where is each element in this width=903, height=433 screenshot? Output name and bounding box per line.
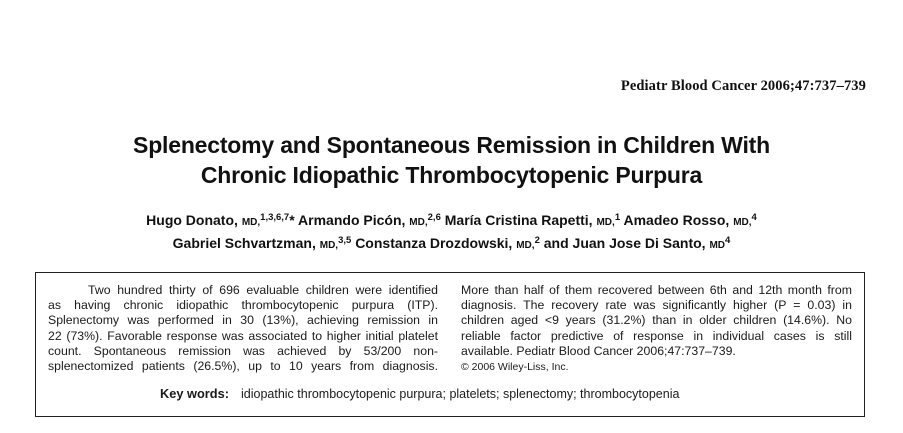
author-degree: MD, — [733, 217, 752, 228]
abstract-line: children aged <9 years (31.2%) than in older children (14.6%). No — [461, 313, 852, 328]
abstract-line: Two hundred thirty of 696 evaluable children were identified — [88, 283, 438, 297]
author-degree: MD, — [516, 240, 535, 251]
abstract-line: available. Pediatr Blood Cancer 2006;47:737–739. — [461, 343, 736, 358]
article-title — [0, 130, 903, 190]
author-affiliation: 4 — [725, 235, 731, 246]
author-degree: MD, — [319, 240, 339, 251]
author-affiliation: 2,6 — [427, 212, 441, 223]
author-name: María Cristina Rapetti, — [444, 212, 593, 228]
keywords-text: idiopathic thrombocytopenic purpura; platelets; splenectomy; thrombocytopenia — [240, 387, 680, 401]
keywords — [160, 386, 679, 402]
abstract-line: diagnosis. The recovery rate was significantly higher (P = 0.03) in — [461, 298, 852, 313]
author-affiliation: 2 — [534, 235, 540, 246]
abstract-line: reliable factor predictive of response in individual cases is still — [461, 328, 852, 343]
abstract-box — [35, 272, 865, 417]
author-suffix: and — [539, 235, 569, 251]
title-line-1: Splenectomy and Spontaneous Remission in Children With — [133, 132, 770, 158]
copyright-notice: © 2006 Wiley-Liss, Inc. — [461, 361, 569, 374]
abstract-column-left — [48, 283, 438, 374]
keywords-label: Key words: — [160, 386, 229, 401]
title-line-2: Chronic Idiopathic Thrombocytopenic Purpura — [200, 162, 703, 188]
author-affiliation: 3,5 — [338, 235, 352, 246]
author-degree: MD, — [409, 217, 428, 228]
author-degree: MD — [709, 240, 726, 251]
author-degree: MD, — [596, 217, 615, 228]
author-list — [0, 210, 903, 256]
author-degree: MD, — [241, 217, 261, 228]
author-name: Constanza Drozdowski, — [355, 235, 513, 251]
abstract-column-right — [461, 283, 852, 375]
author-affiliation: 1,3,6,7 — [260, 212, 290, 223]
abstract-line: as having chronic idiopathic thrombocytopenic purpura (ITP). — [48, 298, 438, 313]
author-affiliation: 4 — [751, 212, 757, 223]
abstract-line: splenectomized patients (26.5%), up to 10 years from diagnosis. — [48, 359, 438, 374]
abstract-line: Splenectomy was performed in 30 (13%), achieving remission in — [48, 313, 438, 328]
abstract-line: 22 (73%). Favorable response was associated to higher initial platelet — [48, 328, 438, 343]
author-name: Juan Jose Di Santo, — [572, 235, 706, 251]
author-name: Amadeo Rosso, — [623, 212, 730, 228]
author-line-1 — [0, 210, 903, 233]
abstract-line: More than half of them recovered between 6th and 12th month from — [461, 283, 852, 297]
journal-reference: Pediatr Blood Cancer 2006;47:737–739 — [620, 78, 866, 94]
author-name: Armando Picón, — [298, 212, 406, 228]
author-suffix: * — [289, 212, 295, 228]
abstract-line: count. Spontaneous remission was achieved by 53/200 non- — [48, 343, 438, 358]
author-line-2 — [0, 233, 903, 256]
author-name: Hugo Donato, — [146, 212, 238, 228]
author-name: Gabriel Schvartzman, — [172, 235, 316, 251]
author-affiliation: 1 — [614, 212, 621, 223]
